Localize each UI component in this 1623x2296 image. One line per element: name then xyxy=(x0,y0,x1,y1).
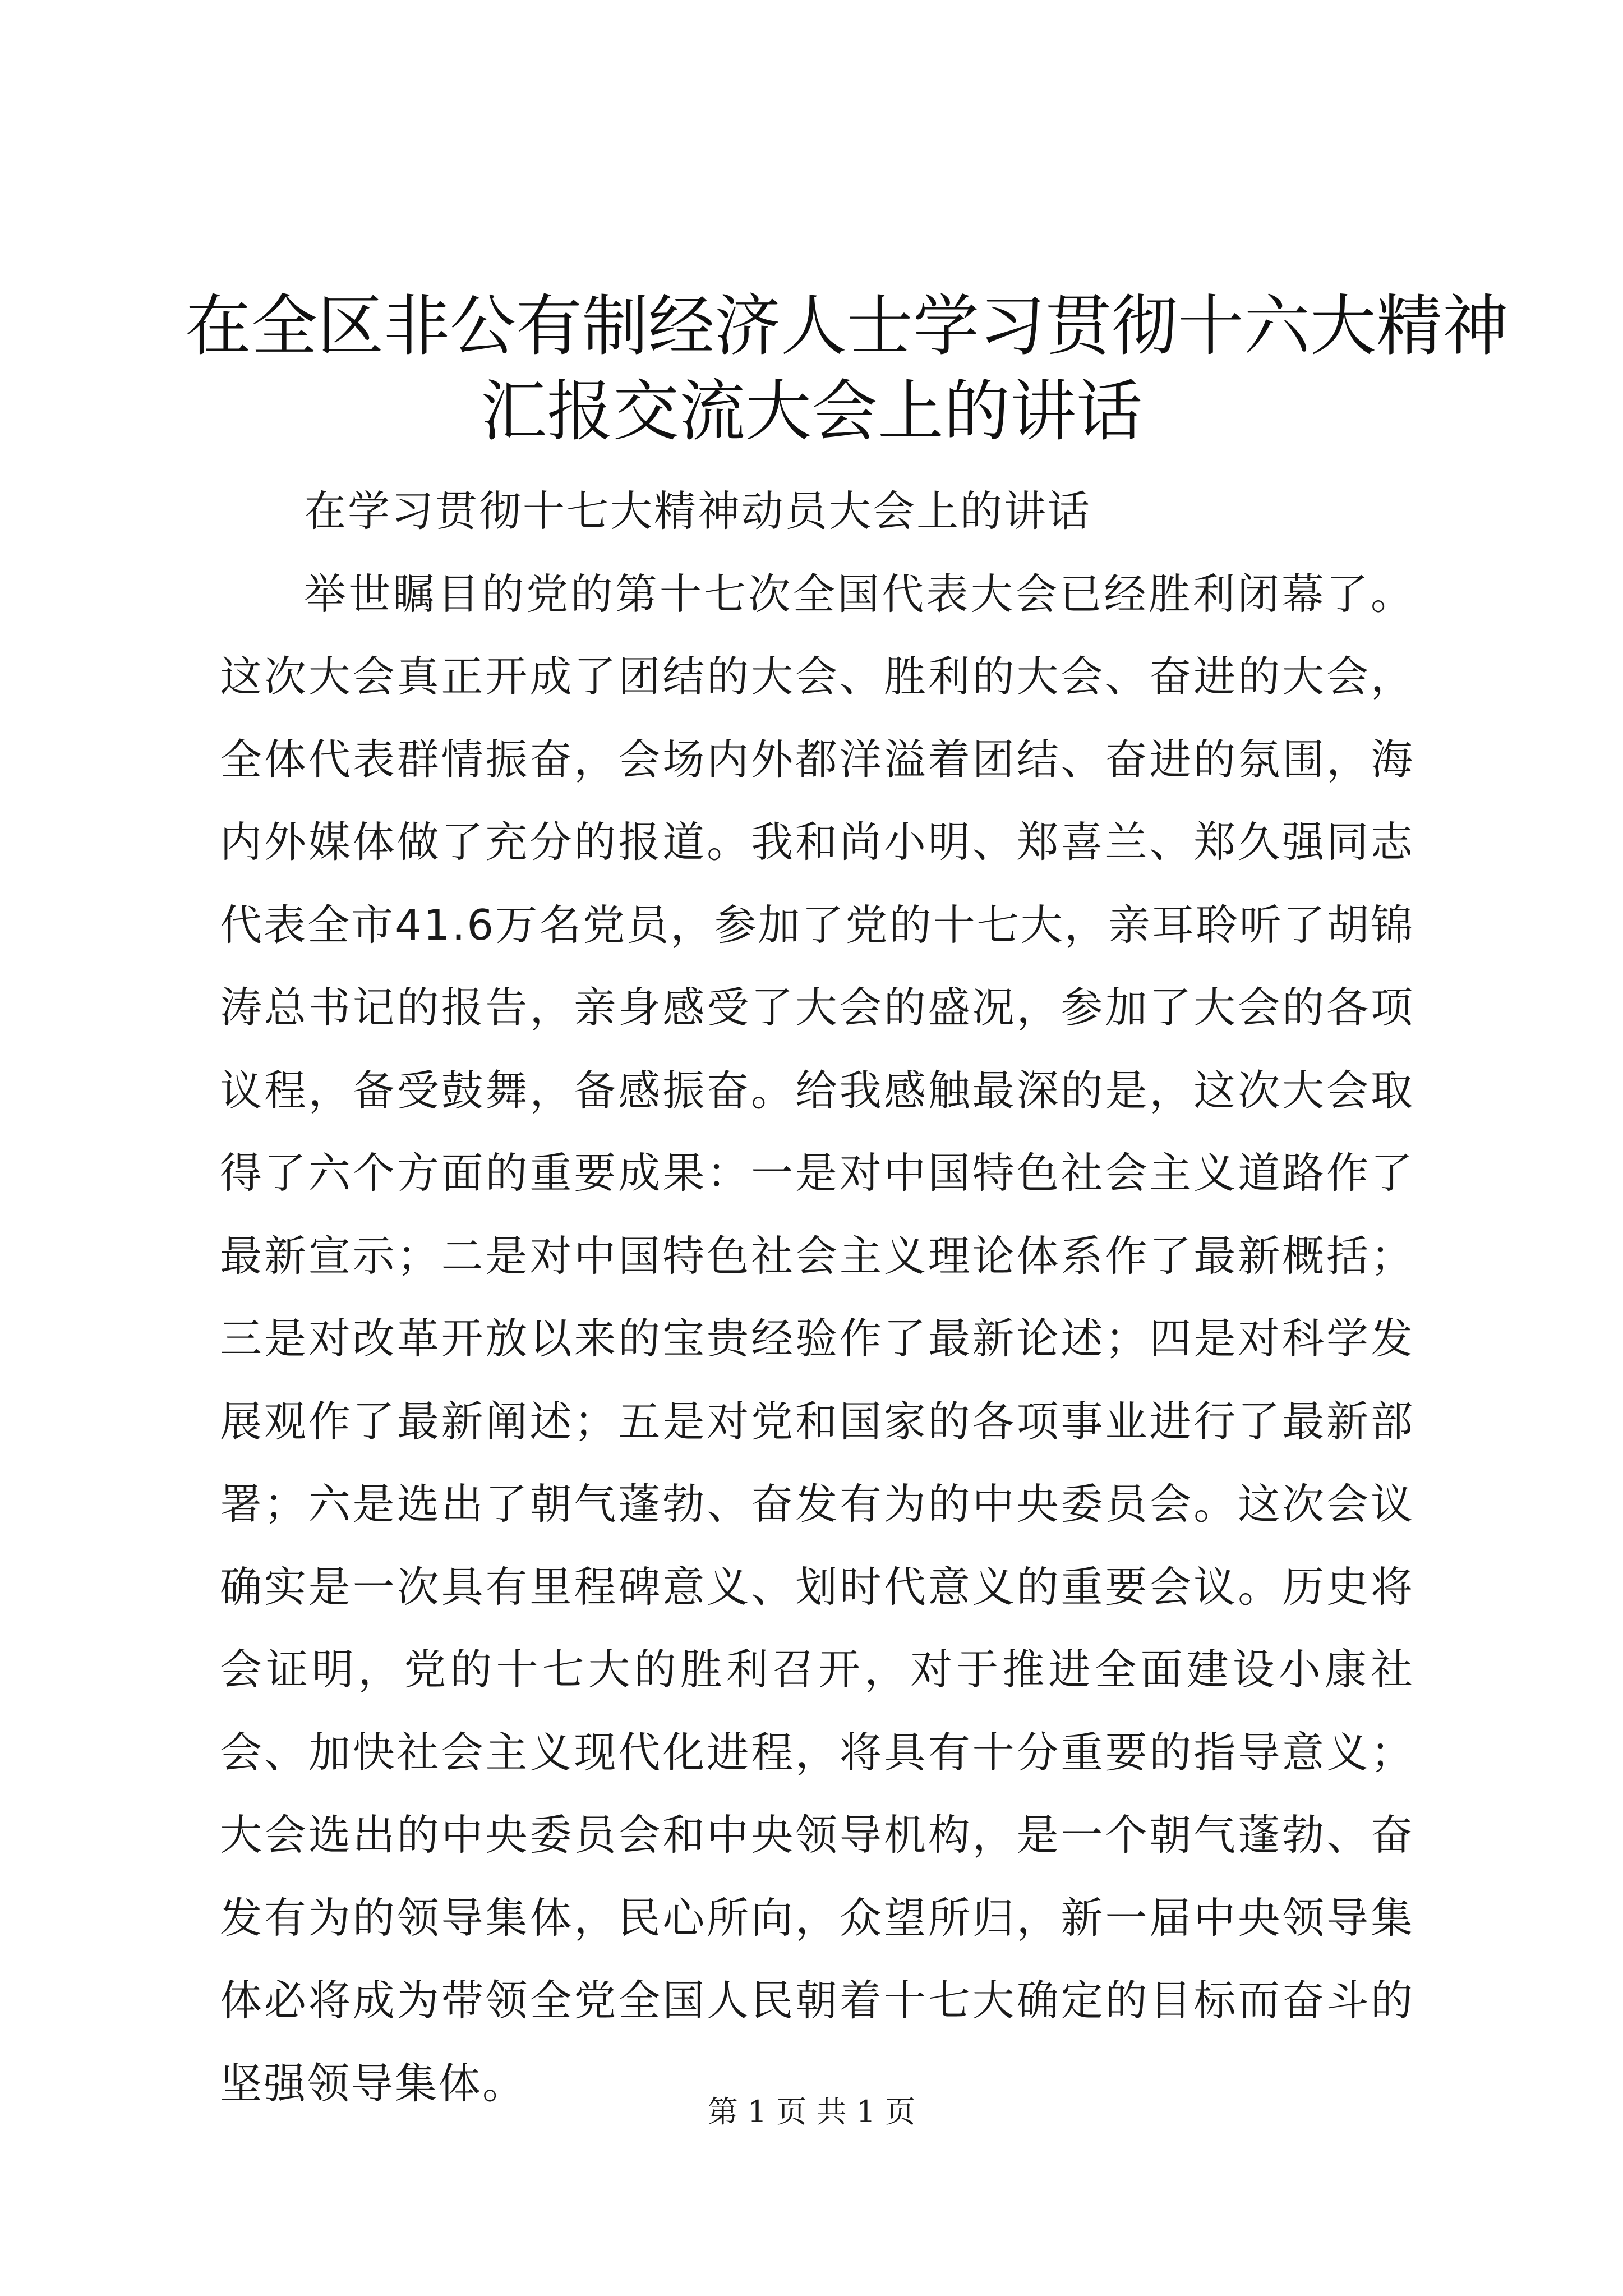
document-body xyxy=(220,470,1414,2125)
document-title xyxy=(185,283,1509,454)
subtitle-paragraph: 在学习贯彻十七大精神动员大会上的讲话 xyxy=(304,486,1092,536)
title-line-2: 汇报交流大会上的讲话 xyxy=(480,372,1142,450)
body-paragraph: 举世瞩目的党的第十七次全国代表大会已经胜利闭幕了。这次大会真正开成了团结的大会、胜利的大会、奋进的大会，全体代表群情振奋，会场内外都洋溢着团结、奋进的氛围，海内外媒体做了充分的报道。我和尚小明、郑喜兰、郑久强同志代表全市41.6万名党员，参加了党的十七大，亲耳聆听了胡锦涛总书记的报告，亲身感受了大会的盛况，参加了大会的各项议程，备受鼓舞，备感振奋。给我感触最深的是，这次大会取得了六个方面的重要成果：一是对中国特色社会主义道路作了最新宣示；二是对中国特色社会主义理论体系作了最新概括；三是对改革开放以来的宝贵经验作了最新论述；四是对科学发展观作了最新阐述；五是对党和国家的各项事业进行了最新部署；六是选出了朝气蓬勃、奋发有为的中央委员会。这次会议确实是一次具有里程碑意义、划时代意义的重要会议。历史将会证明，党的十七大的胜利召开，对于推进全面建设小康社会、加快社会主义现代化进程，将具有十分重要的指导意义；大会选出的中央委员会和中央领导机构，是一个朝气蓬勃、奋发有为的领导集体，民心所向，众望所归，新一届中央领导集体必将成为带领全党全国人民朝着十七大确定的目标而奋斗的坚强领导集体。 xyxy=(220,569,1414,2108)
title-line-1: 在全区非公有制经济人士学习贯彻十六大精神 xyxy=(185,287,1509,365)
page-footer: 第 1 页 共 1 页 xyxy=(707,2094,916,2129)
